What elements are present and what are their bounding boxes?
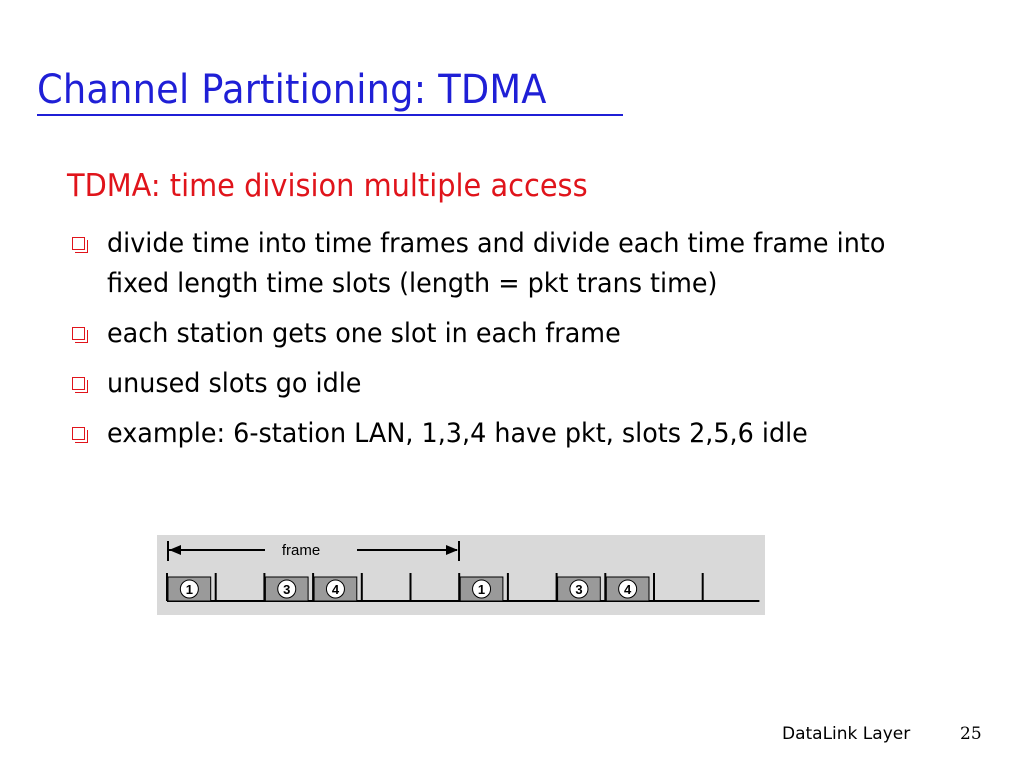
bullet-text: divide time into time frames and divide each time frame into fixed length time slots (length = pkt trans time)	[107, 228, 886, 299]
slot-layer	[167, 573, 759, 601]
bullet-item	[72, 364, 952, 404]
station-number: 1	[477, 582, 486, 597]
station-number: 4	[624, 582, 632, 597]
bullet-text: unused slots go idle	[107, 368, 362, 399]
frame-label: frame	[281, 542, 321, 559]
bullet-text: example: 6-station LAN, 1,3,4 have pkt, slots 2,5,6 idle	[107, 418, 808, 449]
subtitle: TDMA: time division multiple access	[67, 168, 588, 204]
square-bullet-icon	[72, 327, 85, 340]
station-number: 3	[575, 582, 583, 597]
tdma-timeline	[157, 535, 765, 615]
frame-arrowhead-right	[446, 545, 458, 555]
title-underline	[37, 114, 623, 116]
square-bullet-icon	[72, 237, 85, 250]
bullet-text: each station gets one slot in each frame	[107, 318, 621, 349]
square-bullet-icon	[72, 377, 85, 390]
square-bullet-icon	[72, 427, 85, 440]
tdma-diagram	[157, 535, 765, 615]
page-number: 25	[960, 724, 982, 744]
bullet-item	[72, 314, 952, 354]
station-number: 4	[331, 582, 340, 597]
station-number: 3	[283, 582, 291, 597]
slide-title: Channel Partitioning: TDMA	[37, 67, 547, 113]
station-number: 1	[185, 582, 193, 597]
footer-label: DataLink Layer	[782, 724, 911, 744]
bullet-item	[72, 224, 952, 304]
bullet-item	[72, 414, 952, 454]
frame-arrowhead-left	[169, 545, 181, 555]
bullet-list	[72, 224, 952, 464]
